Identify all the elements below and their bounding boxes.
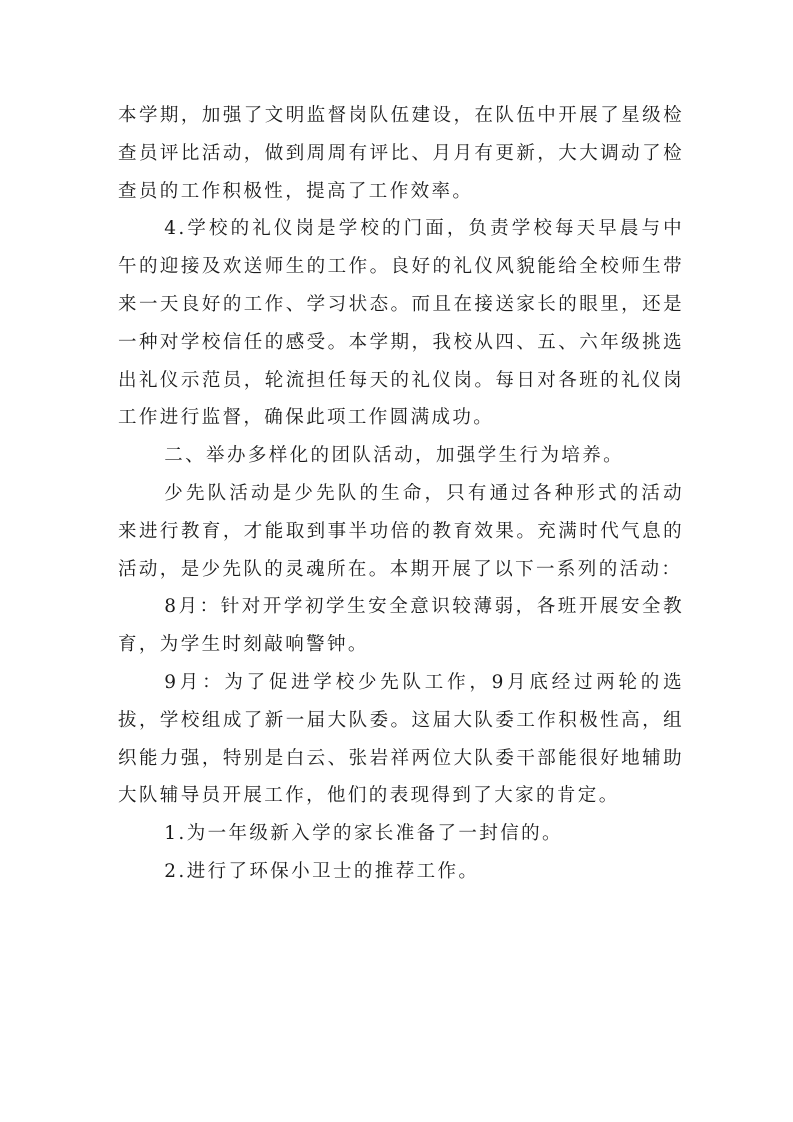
paragraph-pioneer-activities: 少先队活动是少先队的生命，只有通过各种形式的活动来进行教育，才能取到事半功倍的教育效果。充满时代气息的活动，是少先队的灵魂所在。本期开展了以下一系列的活动：: [118, 482, 684, 580]
section-heading-team-activities: 二、举办多样化的团队活动，加强学生行为培养。: [164, 445, 625, 467]
paragraph-september: 9月：为了促进学校少先队工作，9月底经过两轮的选拔，学校组成了新一届大队委。这届大队委工作积极性高，组织能力强，特别是白云、张岩祥两位大队委干部能很好地辅助大队辅导员开展工作，他们的表现得到了大家的肯定。: [118, 671, 684, 807]
list-item-parent-letter: 1.为一年级新入学的家长准备了一封信的。: [164, 823, 563, 845]
paragraph-inspector-team: 本学期，加强了文明监督岗队伍建设，在队伍中开展了星级检查员评比活动，做到周周有评比、月月有更新，大大调动了检查员的工作积极性，提高了工作效率。: [118, 105, 684, 202]
paragraph-etiquette-post: 4.学校的礼仪岗是学校的门面，负责学校每天早晨与中午的迎接及欢送师生的工作。良好的礼仪风貌能给全校师生带来一天良好的工作、学习状态。而且在接送家长的眼里，还是一种对学校信任的感受。本学期，我校从四、五、六年级挑选出礼仪示范员，轮流担任每天的礼仪岗。每日对各班的礼仪岗工作进行监督，确保此项工作圆满成功。: [118, 218, 684, 429]
list-item-eco-guard: 2.进行了环保小卫士的推荐工作。: [164, 860, 480, 882]
document-body: [118, 97, 684, 891]
paragraph-august: 8月：针对开学初学生安全意识较薄弱，各班开展安全教育，为学生时刻敲响警钟。: [118, 596, 684, 656]
